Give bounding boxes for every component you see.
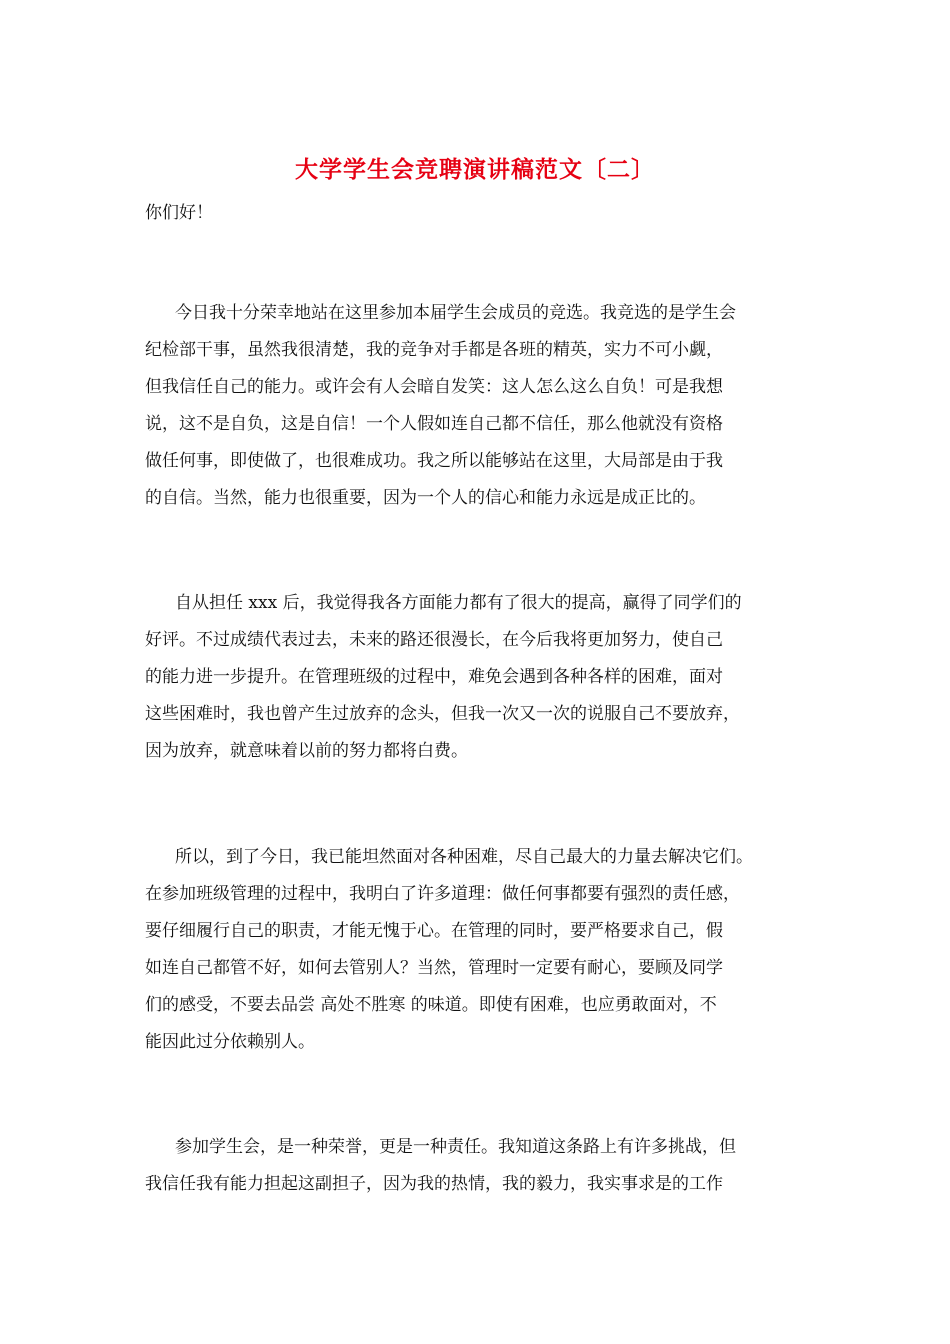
paragraph-line: 做任何事，即使做了，也很难成功。我之所以能够站在这里，大局部是由于我	[145, 451, 723, 471]
paragraph-line: 因为放弃，就意味着以前的努力都将白费。	[145, 741, 468, 761]
paragraph-2	[145, 585, 825, 770]
paragraph-4	[145, 1129, 825, 1203]
paragraph-line: 们的感受，不要去品尝 高处不胜寒 的味道。即使有困难，也应勇敢面对，不	[145, 995, 717, 1015]
paragraph-line: 参加学生会，是一种荣誉，更是一种责任。我知道这条路上有许多挑战，但	[175, 1137, 736, 1157]
paragraph-line: 如连自己都管不好，如何去管别人？当然，管理时一定要有耐心，要顾及同学	[145, 958, 723, 978]
paragraph-line: 好评。不过成绩代表过去，未来的路还很漫长，在今后我将更加努力，使自己	[145, 630, 723, 650]
document-title: 大学学生会竞聘演讲稿范文〔二〕	[295, 156, 655, 183]
paragraph-line: 我信任我有能力担起这副担子，因为我的热情，我的毅力，我实事求是的工作	[145, 1174, 723, 1194]
paragraph-line: 的能力进一步提升。在管理班级的过程中，难免会遇到各种各样的困难，面对	[145, 667, 723, 687]
paragraph-line: 这些困难时，我也曾产生过放弃的念头，但我一次又一次的说服自己不要放弃，	[145, 704, 740, 724]
paragraph-line: 在参加班级管理的过程中，我明白了许多道理：做任何事都要有强烈的责任感，	[145, 884, 740, 904]
paragraph-3	[145, 839, 825, 1061]
paragraph-line: 但我信任自己的能力。或许会有人会暗自发笑：这人怎么这么自负！可是我想	[145, 377, 723, 397]
paragraph-line: 的自信。当然，能力也很重要，因为一个人的信心和能力永远是成正比的。	[145, 488, 706, 508]
paragraph-line: 所以，到了今日，我已能坦然面对各种困难，尽自己最大的力量去解决它们。	[175, 847, 753, 867]
paragraph-1	[145, 295, 825, 517]
paragraph-line: 能因此过分依赖别人。	[145, 1032, 315, 1052]
paragraph-line: 今日我十分荣幸地站在这里参加本届学生会成员的竞选。我竞选的是学生会	[175, 303, 736, 323]
paragraph-line: 纪检部干事，虽然我很清楚，我的竞争对手都是各班的精英，实力不可小觑，	[145, 340, 723, 360]
greeting: 你们好！	[145, 203, 213, 223]
paragraph-line: 说，这不是自负，这是自信！一个人假如连自己都不信任，那么他就没有资格	[145, 414, 723, 434]
paragraph-line: 要仔细履行自己的职责，才能无愧于心。在管理的同时，要严格要求自己，假	[145, 921, 723, 941]
paragraph-line: 自从担任 xxx 后，我觉得我各方面能力都有了很大的提高，赢得了同学们的	[175, 593, 742, 613]
